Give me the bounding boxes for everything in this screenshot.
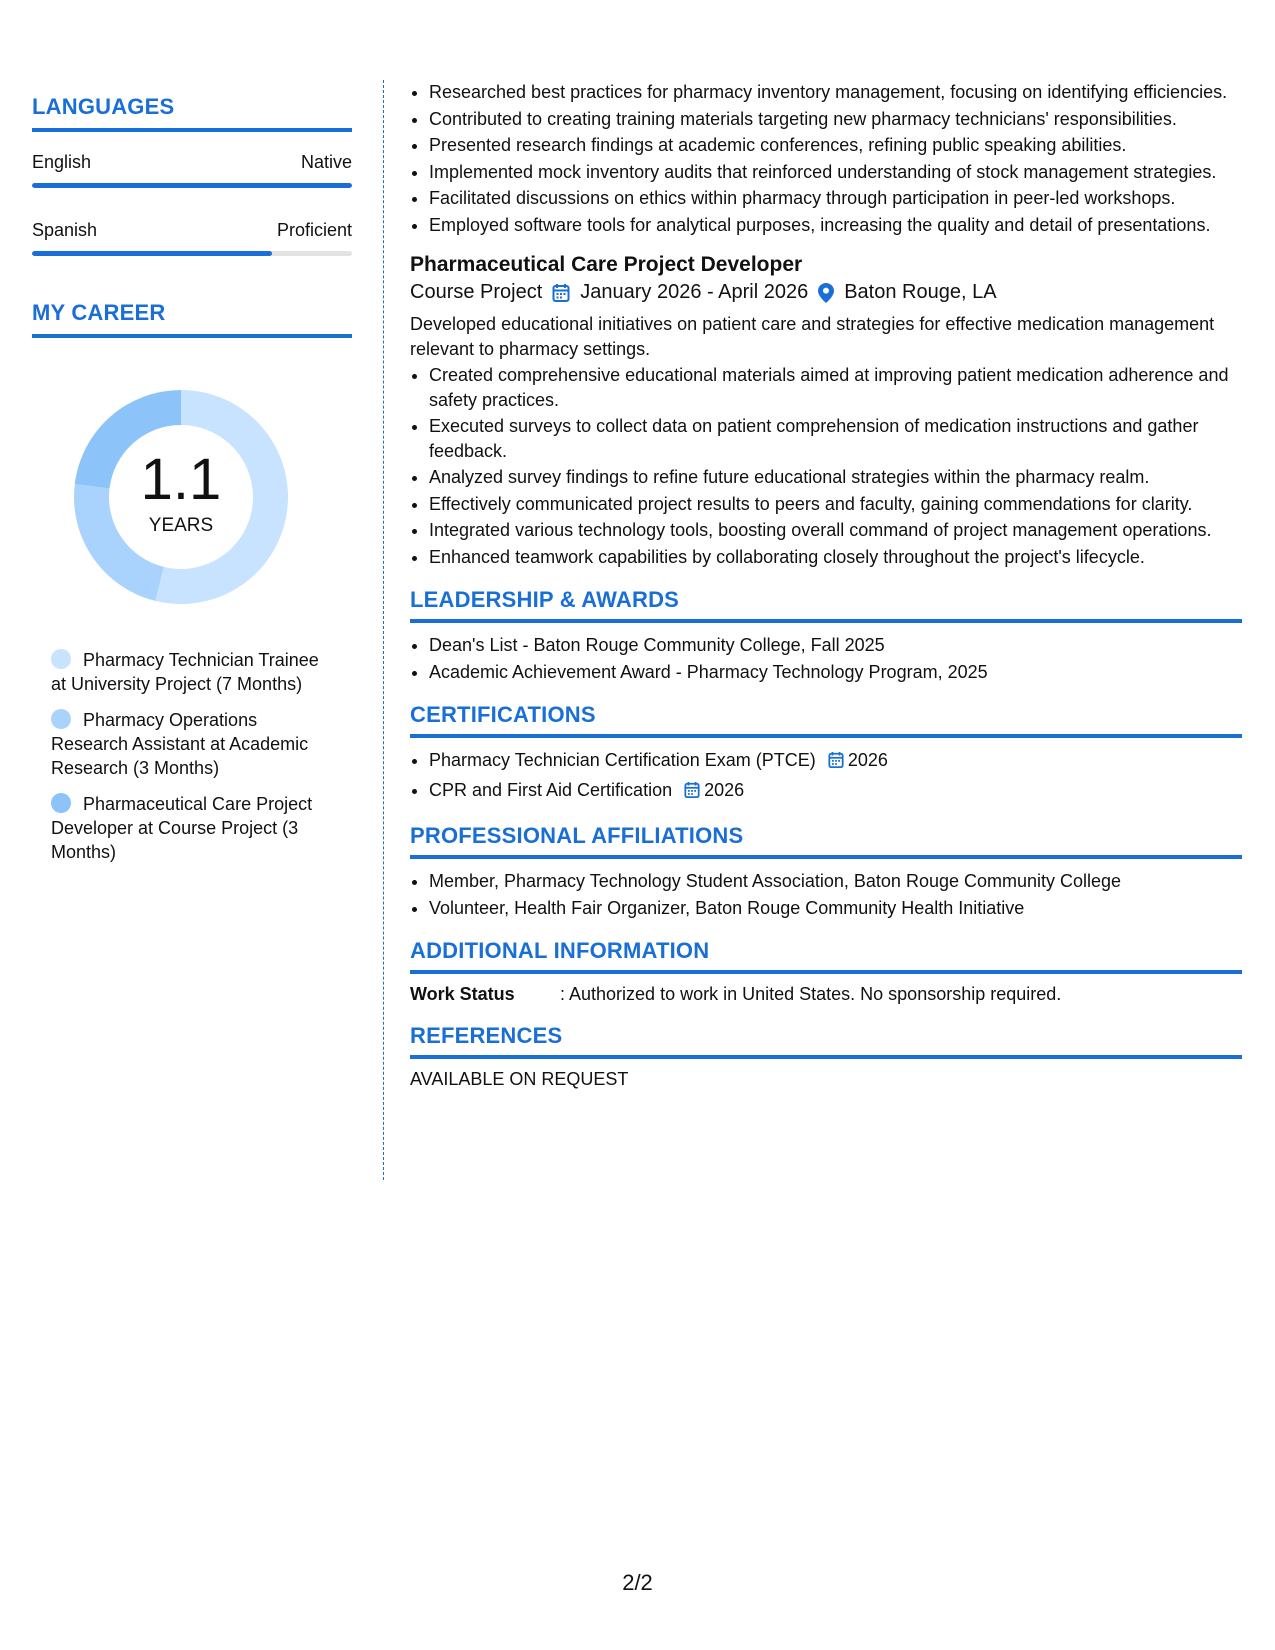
list-item: • Researched best practices for pharmacy inventory management, focusing on identifying efficiencies. (429, 80, 1242, 105)
job-title: Pharmaceutical Care Project Developer (410, 253, 803, 276)
list-item (429, 778, 1242, 806)
calendar-icon (828, 751, 844, 776)
legend-dot (51, 793, 71, 813)
references-heading: REFERENCES (410, 1023, 1242, 1059)
job-description: Developed educational initiatives on patient care and strategies for effective medication management relevant to pharmacy settings. (410, 314, 1215, 359)
list-item: • Dean's List - Baton Rouge Community College, Fall 2025 (429, 633, 1242, 658)
job-meta (410, 281, 1242, 304)
list-item: • Implemented mock inventory audits that reinforced understanding of stock management strategies. (429, 160, 1242, 185)
languages-heading: LANGUAGES (32, 94, 352, 132)
list-item: • Executed surveys to collect data on patient comprehension of medication instructions and gather feedback. (429, 414, 1242, 463)
job-location: Baton Rouge, LA (844, 281, 997, 303)
language-level: Proficient (276, 220, 352, 240)
references-text: AVAILABLE ON REQUEST (410, 1069, 629, 1089)
continued-job-bullets (410, 80, 1242, 237)
language-proficiency-bar (32, 183, 352, 188)
affiliations-list (410, 869, 1242, 920)
affiliations-heading: PROFESSIONAL AFFILIATIONS (410, 823, 1242, 859)
leadership-list (410, 633, 1242, 684)
language-name: English (32, 152, 92, 172)
page-number: 2/2 (622, 1570, 653, 1595)
work-status-label: Work Status (410, 984, 515, 1004)
list-item: • Academic Achievement Award - Pharmacy Technology Program, 2025 (429, 660, 1242, 685)
job-dates: January 2026 - April 2026 (580, 281, 809, 303)
list-item: • Enhanced teamwork capabilities by collaborating closely throughout the project's lifecycle. (429, 545, 1242, 570)
list-item: • Employed software tools for analytical purposes, increasing the quality and detail of presentations. (429, 213, 1242, 238)
certification-name: CPR and First Aid Certification (429, 779, 673, 800)
language-proficiency-bar (32, 251, 352, 256)
career-heading: MY CAREER (32, 300, 352, 338)
work-status-row (410, 984, 1242, 1005)
legend-dot (51, 709, 71, 729)
list-item: • Volunteer, Health Fair Organizer, Baton Rouge Community Health Initiative (429, 896, 1242, 921)
languages-list (32, 152, 352, 256)
career-legend-item (51, 648, 331, 696)
list-item: • Presented research findings at academic conferences, refining public speaking abilities. (429, 133, 1242, 158)
certifications-list (410, 748, 1242, 805)
career-donut-chart (66, 382, 296, 612)
calendar-icon (552, 283, 570, 303)
career-total-value: 1.1 (140, 447, 222, 512)
language-proficiency-fill (32, 183, 352, 188)
list-item: • Analyzed survey findings to refine future educational strategies within the pharmacy realm. (429, 465, 1242, 490)
career-legend-item (51, 708, 331, 780)
career-legend-item (51, 792, 331, 864)
career-legend-label: Pharmacy Technician Trainee at University Project (7 Months) (51, 650, 319, 694)
job-bullets (410, 363, 1242, 569)
language-item (32, 220, 352, 256)
location-pin-icon (818, 283, 834, 303)
certification-year: 2026 (847, 750, 888, 770)
language-item (32, 152, 352, 188)
certification-name: Pharmacy Technician Certification Exam (PTCE) (429, 750, 816, 770)
list-item: • Facilitated discussions on ethics within pharmacy through participation in peer-led workshops. (429, 186, 1242, 211)
list-item (429, 748, 1242, 776)
legend-dot (51, 649, 71, 669)
list-item: • Member, Pharmacy Technology Student Association, Baton Rouge Community College (429, 869, 1242, 894)
list-item: • Created comprehensive educational materials aimed at improving patient medication adherence and safety practices. (429, 363, 1242, 412)
certifications-heading: CERTIFICATIONS (410, 702, 1242, 738)
language-name: Spanish (32, 220, 98, 240)
sidebar (32, 94, 352, 876)
job-organization: Course Project (410, 281, 543, 303)
work-status-value: : Authorized to work in United States. No sponsorship required. (560, 984, 1062, 1004)
list-item: • Contributed to creating training materials targeting new pharmacy technicians' responsibilities. (429, 107, 1242, 132)
calendar-icon (684, 781, 700, 806)
list-item: • Integrated various technology tools, boosting overall command of project management operations. (429, 518, 1242, 543)
career-legend-label: Pharmaceutical Care Project Developer at Course Project (3 Months) (51, 794, 313, 862)
language-level: Native (300, 152, 352, 172)
language-proficiency-fill (32, 251, 272, 256)
main-column (410, 80, 1242, 1090)
leadership-heading: LEADERSHIP & AWARDS (410, 587, 1242, 623)
column-divider (383, 80, 384, 1180)
career-total-unit: YEARS (148, 515, 214, 536)
additional-info-heading: ADDITIONAL INFORMATION (410, 938, 1242, 974)
career-legend-label: Pharmacy Operations Research Assistant at Academic Research (3 Months) (51, 710, 309, 778)
list-item: • Effectively communicated project results to peers and faculty, gaining commendations for clarity. (429, 492, 1242, 517)
certification-year: 2026 (704, 779, 745, 800)
career-legend (51, 648, 331, 864)
